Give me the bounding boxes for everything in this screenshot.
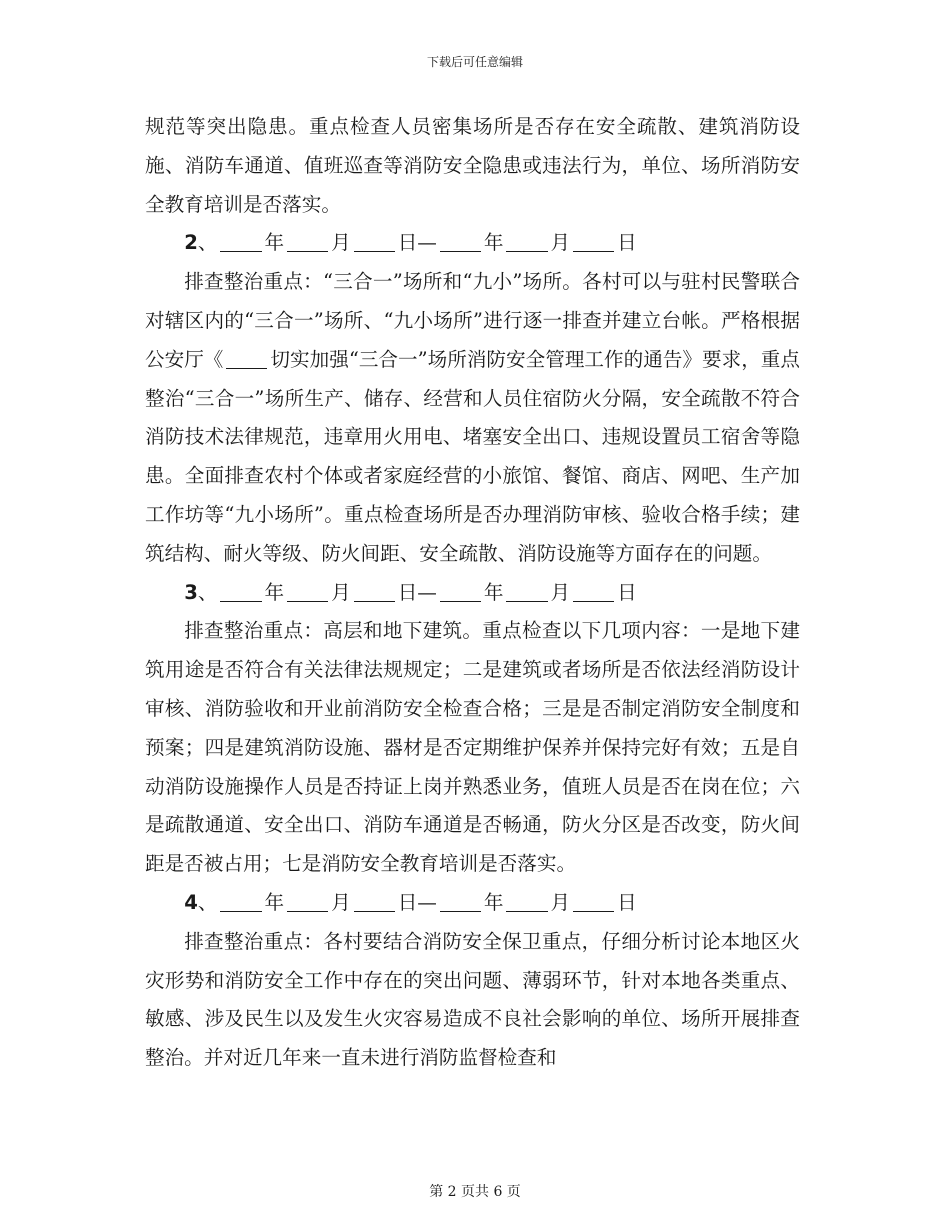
date-label: 年 xyxy=(264,890,285,914)
blank-line xyxy=(440,231,481,253)
date-label: 日 xyxy=(397,231,418,255)
paragraph-4: 排查整治重点：各村要结合消防安全保卫重点，仔细分析讨论本地区火灾形势和消防安全工作中存在的突出问题、薄弱环节，针对本地各类重点、敏感、涉及民生以及发生火灾容易造成不良社会影响的单位、场所开展排查整治。并对近几年来一直未进行消防监督检查和 xyxy=(145,929,800,1070)
date-range-4 xyxy=(145,884,800,923)
date-label: 月 xyxy=(550,580,571,604)
item-number: 4 xyxy=(184,890,198,914)
blank-line xyxy=(220,580,261,602)
paragraph-3: 排查整治重点：高层和地下建筑。重点检查以下几项内容：一是地下建筑用途是否符合有关法律法规规定；二是建筑或者场所是否依法经消防设计审核、消防验收和开业前消防安全检查合格；三是是否制定消防安全制度和预案；四是建筑消防设施、器材是否定期维护保养并保持完好有效；五是自动消防设施操作人员是否持证上岗并熟悉业务，值班人员是否在岗在位；六是疏散通道、安全出口、消防车通道是否畅通，防火分区是否改变，防火间距是否被占用；七是消防安全教育培训是否落实。 xyxy=(145,619,800,876)
date-label: 月 xyxy=(550,231,571,255)
blank-line xyxy=(354,580,395,602)
date-label: 月 xyxy=(550,890,571,914)
blank-line xyxy=(440,890,481,912)
date-dash: — xyxy=(417,231,437,255)
date-label: 日 xyxy=(617,580,637,604)
blank-line xyxy=(506,231,547,253)
item-number: 3 xyxy=(184,580,198,604)
blank-line xyxy=(573,890,614,912)
blank-line xyxy=(354,890,395,912)
item-separator: 、 xyxy=(197,231,218,255)
document-body xyxy=(145,108,800,1078)
blank-line xyxy=(506,890,547,912)
paragraph-1: 规范等突出隐患。重点检查人员密集场所是否存在安全疏散、建筑消防设施、消防车通道、值班巡查等消防安全隐患或违法行为，单位、场所消防安全教育培训是否落实。 xyxy=(145,115,800,216)
date-label: 年 xyxy=(483,890,504,914)
blank-line xyxy=(226,347,267,369)
date-label: 年 xyxy=(264,580,285,604)
paragraph-text: 排查整治重点：“三合一”场所和“九小”场所。各村可以与驻村民警联合对辖区内的“三合一”场所、“九小场所”进行逐一排查并建立台帐。严格根据公安厅《 xyxy=(145,270,800,371)
item-number: 2 xyxy=(184,231,198,255)
blank-line xyxy=(220,231,261,253)
date-label: 日 xyxy=(617,890,637,914)
date-range-2 xyxy=(145,224,800,263)
date-label: 年 xyxy=(483,580,504,604)
date-label: 年 xyxy=(264,231,285,255)
date-label: 日 xyxy=(397,890,418,914)
date-dash: — xyxy=(417,890,437,914)
date-label: 月 xyxy=(331,580,351,604)
blank-line xyxy=(506,580,547,602)
date-label: 日 xyxy=(397,580,418,604)
date-label: 日 xyxy=(617,231,637,255)
paragraph-text: 切实加强“三合一”场所消防安全管理工作的通告》要求，重点整治“三合一”场所生产、储存、经营和人员住宿防火分隔，安全疏散不符合消防技术法律规范，违章用火用电、堵塞安全出口、违规设置员工宿舍等隐患。全面排查农村个体或者家庭经营的小旅馆、餐馆、商店、网吧、生产加工作坊等“九小场所”。重点检查场所是否办理消防审核、验收合格手续；建筑结构、耐火等级、防火间距、安全疏散、消防设施等方面存在的问题。 xyxy=(145,347,800,565)
blank-line xyxy=(440,580,481,602)
page-header: 下载后可任意编辑 xyxy=(426,55,523,69)
blank-line xyxy=(287,580,328,602)
date-label: 月 xyxy=(331,231,351,255)
page-footer: 第 2 页共 6 页 xyxy=(429,1184,521,1200)
paragraph-2 xyxy=(145,263,800,573)
date-label: 年 xyxy=(483,231,504,255)
date-range-3 xyxy=(145,574,800,613)
blank-line xyxy=(573,580,614,602)
blank-line xyxy=(573,231,614,253)
date-dash: — xyxy=(417,580,437,604)
blank-line xyxy=(287,231,328,253)
item-separator: 、 xyxy=(197,890,218,914)
date-label: 月 xyxy=(331,890,351,914)
item-separator: 、 xyxy=(197,580,218,604)
blank-line xyxy=(220,890,261,912)
blank-line xyxy=(287,890,328,912)
blank-line xyxy=(354,231,395,253)
